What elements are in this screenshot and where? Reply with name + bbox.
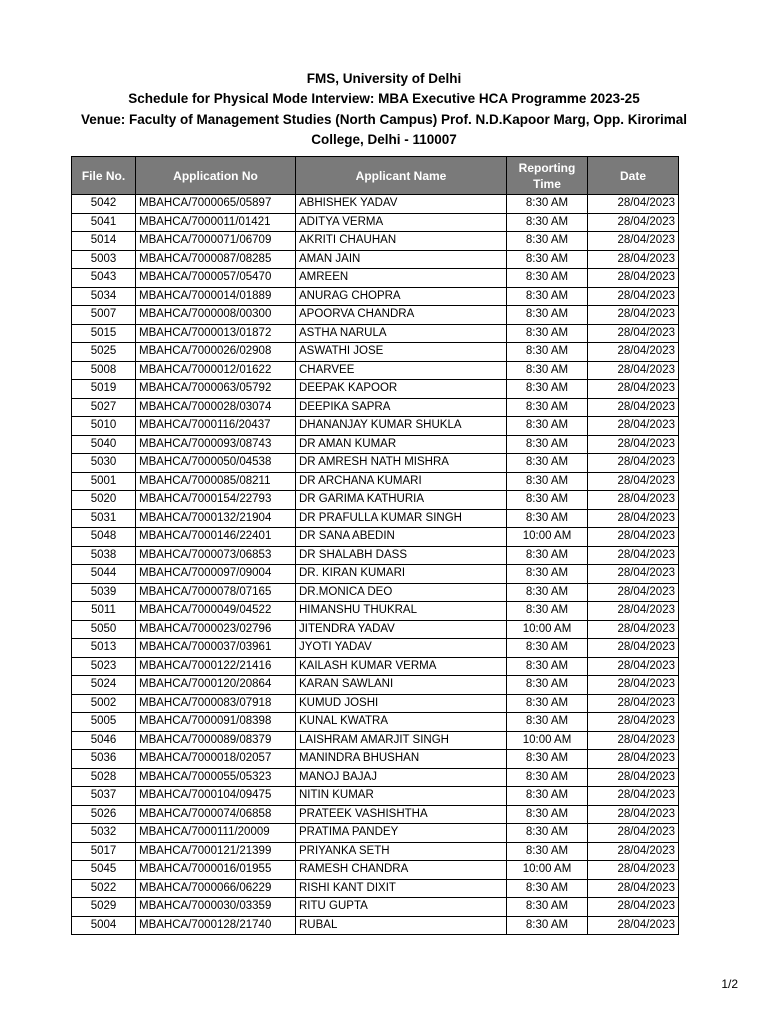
cell-reporting-time: 8:30 AM <box>507 324 588 343</box>
table-row <box>72 750 679 769</box>
table-row <box>72 898 679 917</box>
cell-application-no: MBAHCA/7000023/02796 <box>136 620 296 639</box>
cell-file-no: 5015 <box>72 324 136 343</box>
cell-applicant-name: RITU GUPTA <box>296 898 507 917</box>
table-row <box>72 472 679 491</box>
cell-file-no: 5032 <box>72 824 136 843</box>
cell-file-no: 5031 <box>72 509 136 528</box>
cell-application-no: MBAHCA/7000073/06853 <box>136 546 296 565</box>
table-row <box>72 713 679 732</box>
cell-date: 28/04/2023 <box>588 417 679 436</box>
cell-date: 28/04/2023 <box>588 694 679 713</box>
cell-reporting-time: 8:30 AM <box>507 694 588 713</box>
cell-applicant-name: APOORVA CHANDRA <box>296 306 507 325</box>
cell-application-no: MBAHCA/7000012/01622 <box>136 361 296 380</box>
cell-application-no: MBAHCA/7000018/02057 <box>136 750 296 769</box>
cell-file-no: 5036 <box>72 750 136 769</box>
cell-applicant-name: ANURAG CHOPRA <box>296 287 507 306</box>
cell-file-no: 5045 <box>72 861 136 880</box>
cell-application-no: MBAHCA/7000091/08398 <box>136 713 296 732</box>
cell-reporting-time: 8:30 AM <box>507 454 588 473</box>
cell-applicant-name: DR.MONICA DEO <box>296 583 507 602</box>
table-row <box>72 287 679 306</box>
cell-date: 28/04/2023 <box>588 472 679 491</box>
cell-file-no: 5050 <box>72 620 136 639</box>
cell-applicant-name: ASTHA NARULA <box>296 324 507 343</box>
cell-file-no: 5014 <box>72 232 136 251</box>
table-row <box>72 546 679 565</box>
cell-applicant-name: ADITYA VERMA <box>296 213 507 232</box>
table-row <box>72 620 679 639</box>
cell-application-no: MBAHCA/7000011/01421 <box>136 213 296 232</box>
cell-date: 28/04/2023 <box>588 287 679 306</box>
cell-file-no: 5038 <box>72 546 136 565</box>
cell-application-no: MBAHCA/7000066/06229 <box>136 879 296 898</box>
table-row <box>72 879 679 898</box>
cell-file-no: 5020 <box>72 491 136 510</box>
cell-reporting-time: 8:30 AM <box>507 417 588 436</box>
cell-reporting-time: 8:30 AM <box>507 879 588 898</box>
cell-date: 28/04/2023 <box>588 565 679 584</box>
cell-reporting-time: 8:30 AM <box>507 565 588 584</box>
cell-applicant-name: AMAN JAIN <box>296 250 507 269</box>
table-row <box>72 454 679 473</box>
table-row <box>72 916 679 935</box>
cell-applicant-name: DHANANJAY KUMAR SHUKLA <box>296 417 507 436</box>
cell-file-no: 5011 <box>72 602 136 621</box>
page-number: 1/2 <box>721 977 738 991</box>
cell-reporting-time: 10:00 AM <box>507 528 588 547</box>
cell-date: 28/04/2023 <box>588 657 679 676</box>
table-row <box>72 509 679 528</box>
cell-applicant-name: KUNAL KWATRA <box>296 713 507 732</box>
cell-date: 28/04/2023 <box>588 324 679 343</box>
document-header <box>0 69 768 150</box>
cell-application-no: MBAHCA/7000120/20864 <box>136 676 296 695</box>
cell-reporting-time: 10:00 AM <box>507 620 588 639</box>
table-row <box>72 805 679 824</box>
cell-applicant-name: LAISHRAM AMARJIT SINGH <box>296 731 507 750</box>
cell-reporting-time: 8:30 AM <box>507 713 588 732</box>
cell-reporting-time: 8:30 AM <box>507 361 588 380</box>
cell-file-no: 5005 <box>72 713 136 732</box>
cell-date: 28/04/2023 <box>588 213 679 232</box>
cell-application-no: MBAHCA/7000055/05323 <box>136 768 296 787</box>
cell-file-no: 5010 <box>72 417 136 436</box>
cell-file-no: 5046 <box>72 731 136 750</box>
cell-reporting-time: 8:30 AM <box>507 546 588 565</box>
cell-application-no: MBAHCA/7000049/04522 <box>136 602 296 621</box>
table-row <box>72 657 679 676</box>
cell-reporting-time: 8:30 AM <box>507 398 588 417</box>
cell-reporting-time: 8:30 AM <box>507 472 588 491</box>
cell-reporting-time: 8:30 AM <box>507 435 588 454</box>
cell-application-no: MBAHCA/7000057/05470 <box>136 269 296 288</box>
cell-reporting-time: 8:30 AM <box>507 287 588 306</box>
cell-applicant-name: MANOJ BAJAJ <box>296 768 507 787</box>
cell-applicant-name: AMREEN <box>296 269 507 288</box>
cell-applicant-name: RISHI KANT DIXIT <box>296 879 507 898</box>
table-row <box>72 343 679 362</box>
cell-applicant-name: KARAN SAWLANI <box>296 676 507 695</box>
cell-date: 28/04/2023 <box>588 916 679 935</box>
cell-reporting-time: 8:30 AM <box>507 491 588 510</box>
cell-date: 28/04/2023 <box>588 195 679 214</box>
cell-reporting-time: 8:30 AM <box>507 750 588 769</box>
cell-applicant-name: PRATEEK VASHISHTHA <box>296 805 507 824</box>
cell-applicant-name: ASWATHI JOSE <box>296 343 507 362</box>
table-header-row <box>72 157 679 195</box>
cell-reporting-time: 10:00 AM <box>507 731 588 750</box>
cell-application-no: MBAHCA/7000083/07918 <box>136 694 296 713</box>
cell-reporting-time: 8:30 AM <box>507 250 588 269</box>
cell-date: 28/04/2023 <box>588 620 679 639</box>
table-row <box>72 694 679 713</box>
table-body <box>72 195 679 935</box>
cell-applicant-name: NITIN KUMAR <box>296 787 507 806</box>
cell-applicant-name: PRATIMA PANDEY <box>296 824 507 843</box>
table-row <box>72 565 679 584</box>
table-row <box>72 768 679 787</box>
cell-reporting-time: 8:30 AM <box>507 676 588 695</box>
cell-reporting-time: 8:30 AM <box>507 898 588 917</box>
cell-application-no: MBAHCA/7000093/08743 <box>136 435 296 454</box>
cell-date: 28/04/2023 <box>588 361 679 380</box>
cell-application-no: MBAHCA/7000089/08379 <box>136 731 296 750</box>
cell-date: 28/04/2023 <box>588 713 679 732</box>
cell-file-no: 5002 <box>72 694 136 713</box>
cell-applicant-name: DR AMRESH NATH MISHRA <box>296 454 507 473</box>
cell-file-no: 5003 <box>72 250 136 269</box>
cell-application-no: MBAHCA/7000097/09004 <box>136 565 296 584</box>
cell-applicant-name: KAILASH KUMAR VERMA <box>296 657 507 676</box>
cell-reporting-time: 8:30 AM <box>507 509 588 528</box>
cell-applicant-name: AKRITI CHAUHAN <box>296 232 507 251</box>
cell-reporting-time: 8:30 AM <box>507 657 588 676</box>
venue-text: Venue: Faculty of Management Studies (North Campus) Prof. N.D.Kapoor Marg, Opp. Kirorimal College, Delhi - 110007 <box>80 111 688 147</box>
cell-date: 28/04/2023 <box>588 768 679 787</box>
col-header-file-no: File No. <box>72 157 136 195</box>
table-row <box>72 842 679 861</box>
cell-file-no: 5039 <box>72 583 136 602</box>
cell-file-no: 5028 <box>72 768 136 787</box>
cell-application-no: MBAHCA/7000087/08285 <box>136 250 296 269</box>
cell-date: 28/04/2023 <box>588 398 679 417</box>
cell-application-no: MBAHCA/7000116/20437 <box>136 417 296 436</box>
cell-date: 28/04/2023 <box>588 509 679 528</box>
cell-reporting-time: 8:30 AM <box>507 213 588 232</box>
table-row <box>72 269 679 288</box>
table-row <box>72 491 679 510</box>
cell-date: 28/04/2023 <box>588 879 679 898</box>
cell-reporting-time: 8:30 AM <box>507 602 588 621</box>
cell-reporting-time: 8:30 AM <box>507 195 588 214</box>
cell-application-no: MBAHCA/7000132/21904 <box>136 509 296 528</box>
cell-file-no: 5013 <box>72 639 136 658</box>
table-row <box>72 213 679 232</box>
cell-reporting-time: 8:30 AM <box>507 824 588 843</box>
cell-reporting-time: 8:30 AM <box>507 343 588 362</box>
cell-reporting-time: 8:30 AM <box>507 380 588 399</box>
cell-application-no: MBAHCA/7000104/09475 <box>136 787 296 806</box>
cell-file-no: 5022 <box>72 879 136 898</box>
cell-application-no: MBAHCA/7000154/22793 <box>136 491 296 510</box>
cell-application-no: MBAHCA/7000063/05792 <box>136 380 296 399</box>
cell-applicant-name: DR ARCHANA KUMARI <box>296 472 507 491</box>
cell-applicant-name: RUBAL <box>296 916 507 935</box>
cell-reporting-time: 8:30 AM <box>507 787 588 806</box>
cell-application-no: MBAHCA/7000008/00300 <box>136 306 296 325</box>
table-row <box>72 602 679 621</box>
cell-file-no: 5040 <box>72 435 136 454</box>
cell-applicant-name: DR PRAFULLA KUMAR SINGH <box>296 509 507 528</box>
institution-title: FMS, University of Delhi <box>306 71 462 86</box>
table-row <box>72 639 679 658</box>
cell-date: 28/04/2023 <box>588 546 679 565</box>
cell-application-no: MBAHCA/7000111/20009 <box>136 824 296 843</box>
cell-file-no: 5004 <box>72 916 136 935</box>
table-row <box>72 380 679 399</box>
cell-application-no: MBAHCA/7000050/04538 <box>136 454 296 473</box>
cell-file-no: 5043 <box>72 269 136 288</box>
cell-applicant-name: DR AMAN KUMAR <box>296 435 507 454</box>
cell-file-no: 5019 <box>72 380 136 399</box>
cell-applicant-name: MANINDRA BHUSHAN <box>296 750 507 769</box>
cell-file-no: 5001 <box>72 472 136 491</box>
cell-date: 28/04/2023 <box>588 842 679 861</box>
cell-date: 28/04/2023 <box>588 898 679 917</box>
cell-applicant-name: KUMUD JOSHI <box>296 694 507 713</box>
cell-file-no: 5026 <box>72 805 136 824</box>
cell-date: 28/04/2023 <box>588 583 679 602</box>
table-row <box>72 528 679 547</box>
table-row <box>72 398 679 417</box>
table-row <box>72 676 679 695</box>
table-row <box>72 435 679 454</box>
cell-reporting-time: 8:30 AM <box>507 306 588 325</box>
table-row <box>72 731 679 750</box>
cell-applicant-name: DR GARIMA KATHURIA <box>296 491 507 510</box>
cell-file-no: 5044 <box>72 565 136 584</box>
cell-application-no: MBAHCA/7000128/21740 <box>136 916 296 935</box>
cell-reporting-time: 8:30 AM <box>507 232 588 251</box>
cell-application-no: MBAHCA/7000071/06709 <box>136 232 296 251</box>
cell-date: 28/04/2023 <box>588 602 679 621</box>
cell-file-no: 5017 <box>72 842 136 861</box>
cell-date: 28/04/2023 <box>588 528 679 547</box>
cell-date: 28/04/2023 <box>588 454 679 473</box>
cell-date: 28/04/2023 <box>588 639 679 658</box>
cell-date: 28/04/2023 <box>588 343 679 362</box>
cell-file-no: 5008 <box>72 361 136 380</box>
cell-reporting-time: 10:00 AM <box>507 861 588 880</box>
table-row <box>72 306 679 325</box>
cell-application-no: MBAHCA/7000037/03961 <box>136 639 296 658</box>
cell-file-no: 5048 <box>72 528 136 547</box>
cell-date: 28/04/2023 <box>588 380 679 399</box>
col-header-applicant-name: Applicant Name <box>296 157 507 195</box>
cell-date: 28/04/2023 <box>588 269 679 288</box>
cell-application-no: MBAHCA/7000065/05897 <box>136 195 296 214</box>
table-row <box>72 250 679 269</box>
cell-reporting-time: 8:30 AM <box>507 639 588 658</box>
cell-application-no: MBAHCA/7000016/01955 <box>136 861 296 880</box>
col-header-reporting-time: Reporting Time <box>507 157 588 195</box>
cell-application-no: MBAHCA/7000121/21399 <box>136 842 296 861</box>
cell-reporting-time: 8:30 AM <box>507 805 588 824</box>
cell-application-no: MBAHCA/7000013/01872 <box>136 324 296 343</box>
cell-file-no: 5042 <box>72 195 136 214</box>
table-row <box>72 787 679 806</box>
cell-applicant-name: DR SANA ABEDIN <box>296 528 507 547</box>
cell-application-no: MBAHCA/7000028/03074 <box>136 398 296 417</box>
cell-application-no: MBAHCA/7000030/03359 <box>136 898 296 917</box>
cell-file-no: 5024 <box>72 676 136 695</box>
cell-date: 28/04/2023 <box>588 491 679 510</box>
cell-date: 28/04/2023 <box>588 787 679 806</box>
cell-applicant-name: DR. KIRAN KUMARI <box>296 565 507 584</box>
cell-reporting-time: 8:30 AM <box>507 916 588 935</box>
cell-applicant-name: DEEPAK KAPOOR <box>296 380 507 399</box>
cell-applicant-name: JYOTI YADAV <box>296 639 507 658</box>
schedule-table <box>71 156 679 935</box>
table-row <box>72 824 679 843</box>
cell-application-no: MBAHCA/7000074/06858 <box>136 805 296 824</box>
cell-date: 28/04/2023 <box>588 435 679 454</box>
cell-reporting-time: 8:30 AM <box>507 768 588 787</box>
table-row <box>72 324 679 343</box>
cell-applicant-name: PRIYANKA SETH <box>296 842 507 861</box>
cell-date: 28/04/2023 <box>588 232 679 251</box>
cell-application-no: MBAHCA/7000026/02908 <box>136 343 296 362</box>
cell-file-no: 5030 <box>72 454 136 473</box>
table-row <box>72 195 679 214</box>
cell-application-no: MBAHCA/7000085/08211 <box>136 472 296 491</box>
table-row <box>72 861 679 880</box>
cell-applicant-name: DEEPIKA SAPRA <box>296 398 507 417</box>
cell-file-no: 5029 <box>72 898 136 917</box>
cell-file-no: 5034 <box>72 287 136 306</box>
cell-date: 28/04/2023 <box>588 805 679 824</box>
cell-file-no: 5037 <box>72 787 136 806</box>
cell-file-no: 5007 <box>72 306 136 325</box>
cell-file-no: 5025 <box>72 343 136 362</box>
cell-reporting-time: 8:30 AM <box>507 583 588 602</box>
cell-date: 28/04/2023 <box>588 861 679 880</box>
cell-reporting-time: 8:30 AM <box>507 842 588 861</box>
table-row <box>72 417 679 436</box>
cell-date: 28/04/2023 <box>588 750 679 769</box>
col-header-application-no: Application No <box>136 157 296 195</box>
cell-date: 28/04/2023 <box>588 824 679 843</box>
cell-application-no: MBAHCA/7000078/07165 <box>136 583 296 602</box>
cell-applicant-name: RAMESH CHANDRA <box>296 861 507 880</box>
cell-date: 28/04/2023 <box>588 306 679 325</box>
cell-date: 28/04/2023 <box>588 731 679 750</box>
table-row <box>72 232 679 251</box>
cell-date: 28/04/2023 <box>588 676 679 695</box>
cell-applicant-name: JITENDRA YADAV <box>296 620 507 639</box>
cell-application-no: MBAHCA/7000122/21416 <box>136 657 296 676</box>
cell-application-no: MBAHCA/7000014/01889 <box>136 287 296 306</box>
cell-applicant-name: ABHISHEK YADAV <box>296 195 507 214</box>
table-row <box>72 583 679 602</box>
cell-applicant-name: CHARVEE <box>296 361 507 380</box>
table-row <box>72 361 679 380</box>
cell-date: 28/04/2023 <box>588 250 679 269</box>
cell-applicant-name: HIMANSHU THUKRAL <box>296 602 507 621</box>
cell-file-no: 5041 <box>72 213 136 232</box>
col-header-date: Date <box>588 157 679 195</box>
schedule-title: Schedule for Physical Mode Interview: MBA Executive HCA Programme 2023-25 <box>128 91 640 107</box>
cell-file-no: 5023 <box>72 657 136 676</box>
cell-application-no: MBAHCA/7000146/22401 <box>136 528 296 547</box>
cell-file-no: 5027 <box>72 398 136 417</box>
cell-applicant-name: DR SHALABH DASS <box>296 546 507 565</box>
cell-reporting-time: 8:30 AM <box>507 269 588 288</box>
